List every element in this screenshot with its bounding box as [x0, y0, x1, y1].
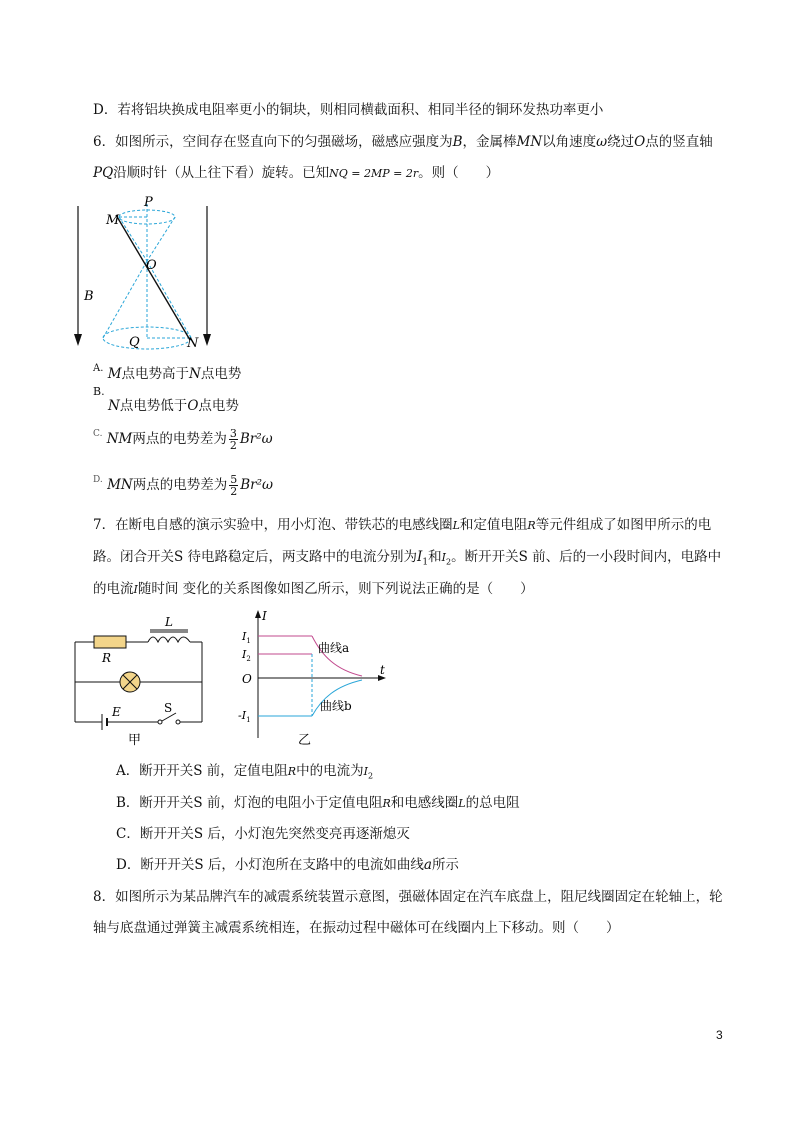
q7-graph-label-curve-a: 曲线a [318, 641, 350, 655]
q6-label-b: B [84, 289, 94, 304]
q6-field-arrow-left [74, 334, 82, 346]
q7-caption-yi: 乙 [298, 733, 312, 748]
q7-label-l: L [165, 615, 173, 629]
q7-stem-line2: 路。闭合开关S 待电路稳定后，两支路中的电流分别为$I_1$和$I_2$。断开开关S 前、后的一小段时间内，电路中 [93, 549, 722, 568]
q7-circuit [70, 612, 210, 747]
q7-stem-line3: 的电流I随时间 变化的关系图像如图乙所示，则下列说法正确的是（ ） [93, 581, 534, 597]
q6-stem-line2: PQ沿顺时针（从上往下看）旋转。已知NQ = 2MP = 2r。则（ ） [93, 165, 500, 181]
q7-option-d[interactable]: D．断开开关S 后，小灯泡所在支路中的电流如曲线a所示 [116, 857, 459, 873]
q7-inductor [148, 637, 190, 642]
q7-graph-label-i1: $I_1$ [242, 630, 251, 645]
q7-label-r: R [102, 651, 112, 665]
q7-graph-label-i2: $I_2$ [242, 648, 251, 663]
q6-option-d[interactable]: $^{D.}$ MN两点的电势差为 $\frac{5}{2}$ Br²ω [93, 473, 273, 498]
q7-option-b[interactable]: B．断开开关S 前，灯泡的电阻小于定值电阻R和电感线圈L的总电阻 [116, 795, 520, 811]
page-number: 3 [716, 1028, 723, 1042]
q7-graph-label-o: O [242, 672, 252, 686]
q7-label-e: E [112, 705, 121, 719]
q7-stem-line1: 7．在断电自感的演示实验中，用小灯泡、带铁芯的电感线圈L和定值电阻R等元件组成了如图甲所示的电 [93, 517, 712, 533]
q6-option-a[interactable]: $^{A.}$ M点电势高于N点电势 [93, 363, 242, 382]
q6-figure [70, 192, 220, 352]
q6-option-b[interactable]: B. [93, 385, 105, 398]
q5-option-d: D．若将铝块换成电阻率更小的铜块，则相同横截面积、相同半径的铜环发热功率更小 [93, 102, 604, 118]
q6-label-q: Q [129, 335, 140, 350]
q7-option-c[interactable]: C．断开开关S 后，小灯泡先突然变亮再逐渐熄灭 [116, 826, 410, 842]
q6-stem-line1: 6．如图所示，空间存在竖直向下的匀强磁场，磁感应强度为B，金属棒MN以角速度ω绕过O点的竖直轴 [93, 134, 713, 150]
q6-label-n: N [187, 336, 199, 351]
q7-label-s: S [164, 701, 173, 715]
q6-label-o: O [146, 258, 157, 273]
q7-graph [236, 606, 396, 746]
q7-graph-label-neg-i1: $-I_1$ [238, 709, 251, 724]
q8-stem-line2: 轴与底盘通过弹簧主减震系统相连，在振动过程中磁体可在线圈内上下移动。则（ ） [93, 920, 620, 936]
q7-graph-label-i-axis: I [262, 609, 267, 623]
q7-graph-label-curve-b: 曲线b [320, 699, 352, 713]
q6-label-p: P [144, 195, 153, 210]
q6-label-m: M [106, 213, 120, 228]
q7-option-a[interactable]: A．断开开关S 前，定值电阻R中的电流为$I_2$ [116, 763, 374, 781]
q7-graph-label-t-axis: t [380, 663, 385, 677]
q6-option-b-text: N点电势低于O点电势 [108, 398, 239, 414]
q8-stem-line1: 8．如图所示为某品牌汽车的减震系统装置示意图，强磁体固定在汽车底盘上，阻尼线圈固定在轮轴上，轮 [93, 889, 723, 905]
q6-option-c[interactable]: $^{C.}$ NM两点的电势差为 $\frac{3}{2}$ Br²ω [93, 427, 273, 452]
q7-resistor [94, 636, 126, 648]
q6-rod-mn [116, 215, 190, 340]
q7-caption-jia: 甲 [128, 733, 142, 748]
q6-field-arrow-right [203, 334, 211, 346]
